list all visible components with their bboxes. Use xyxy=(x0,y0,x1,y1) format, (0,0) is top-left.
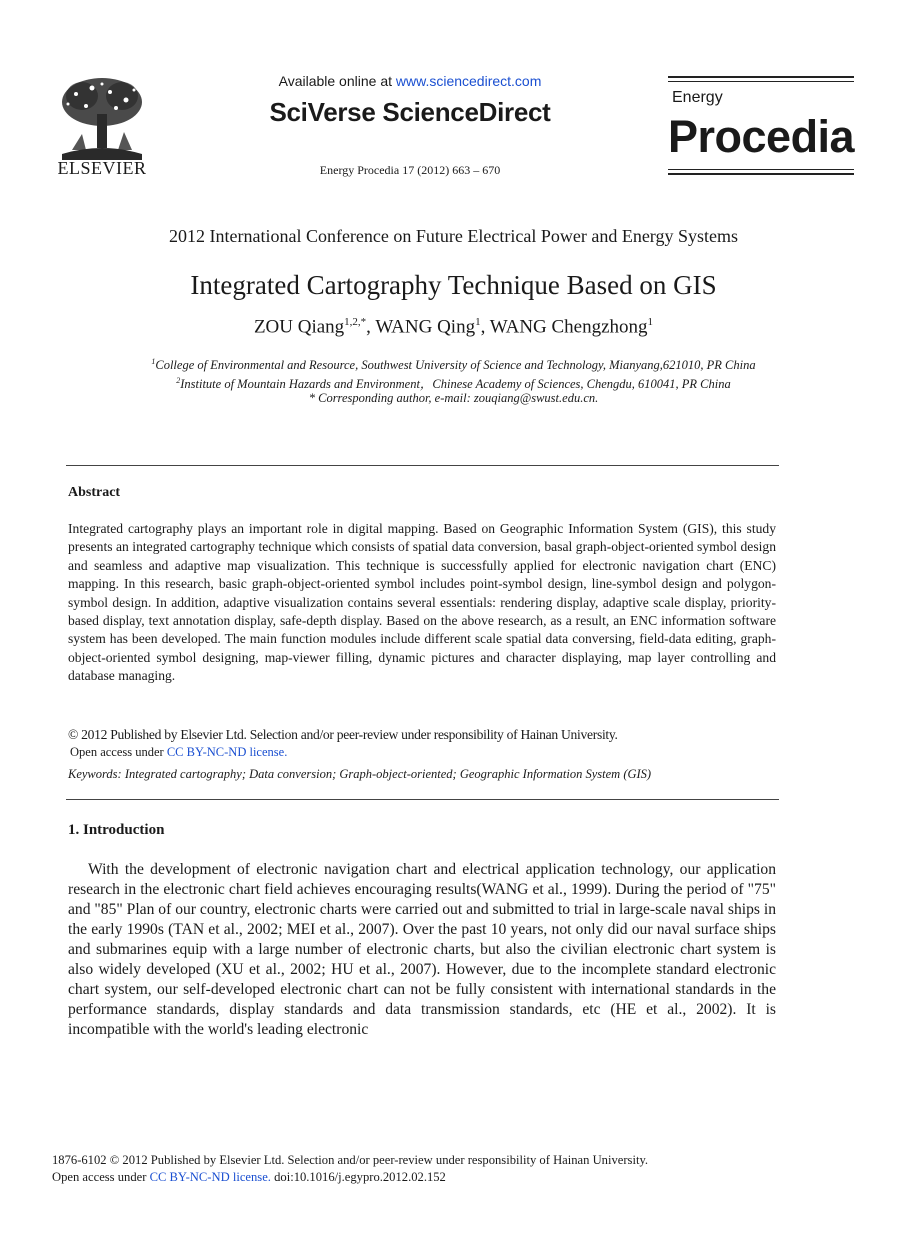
corresponding-author: * Corresponding author, e-mail: zouqiang@swust.edu.cn. xyxy=(308,391,599,405)
author-separator: , xyxy=(480,316,490,338)
affiliation xyxy=(40,357,867,373)
abstract-heading: Abstract xyxy=(68,485,121,500)
sciencedirect-link[interactable]: www.sciencedirect.com xyxy=(395,73,542,89)
author-list xyxy=(40,316,867,338)
affiliation-mark: 1 xyxy=(151,357,156,366)
conference-name: 2012 International Conference on Future Electrical Power and Energy Systems xyxy=(168,226,738,246)
logo-rule xyxy=(668,76,854,78)
footer-doi: doi:10.1016/j.egypro.2012.02.152 xyxy=(270,1170,446,1184)
affiliation-text: Institute of Mountain Hazards and Environment，Chinese Academy of Sciences, Chengdu, 610041, PR China xyxy=(180,377,731,391)
author-name: WANG Qing xyxy=(375,316,476,338)
tree-icon xyxy=(52,74,152,160)
license-link[interactable]: CC BY-NC-ND license. xyxy=(166,745,288,759)
section-heading: 1. Introduction xyxy=(68,822,165,838)
author-affiliation-mark: 1 xyxy=(475,316,481,328)
author-separator: , xyxy=(366,316,376,338)
affiliation xyxy=(40,374,867,392)
publisher-name: ELSEVIER xyxy=(57,158,147,178)
available-online-prefix: Available online at xyxy=(278,73,396,89)
keywords: Keywords: Integrated cartography; Data conversion; Graph-object-oriented; Geographic Information System (GIS) xyxy=(68,767,652,781)
footer-open-access-prefix: Open access under xyxy=(52,1170,150,1184)
available-online-line xyxy=(260,73,560,89)
author-affiliation-mark: 1,2,* xyxy=(344,316,367,328)
platform-name: SciVerse ScienceDirect xyxy=(269,97,551,127)
affiliation-mark: 2 xyxy=(176,375,181,385)
author-name: WANG Chengzhong xyxy=(489,316,648,338)
journal-reference: Energy Procedia 17 (2012) 663 – 670 xyxy=(319,163,501,177)
journal-logo-procedia: Procedia xyxy=(668,111,855,162)
open-access-line xyxy=(70,745,287,760)
affiliation-text: College of Environmental and Resource, Southwest University of Science and Technology, Mianyang,621010, PR China xyxy=(155,358,756,373)
divider xyxy=(66,465,779,466)
logo-rule xyxy=(668,81,854,82)
logo-rule xyxy=(668,173,854,175)
copyright-notice: © 2012 Published by Elsevier Ltd. Selection and/or peer-review under responsibility of Hainan University. xyxy=(68,727,618,742)
paper-title: Integrated Cartography Technique Based on GIS xyxy=(190,270,717,300)
author-affiliation-mark: 1 xyxy=(647,316,654,328)
footer-issn-line: 1876-6102 © 2012 Published by Elsevier Ltd. Selection and/or peer-review under responsibility of Hainan University. xyxy=(52,1153,649,1167)
section-body: With the development of electronic navigation chart and electrical application technology, our application research in the electronic chart field achieves encouraging results(WANG et al., 1999). During the period of "75" and "85" Plan of our country, electronic charts were carried out and submitted to trial in large-scale naval ships in the early 1990s (TAN et al., 2002; MEI et al., 2007). Over the past 10 years, not only did our naval surface ships and submarines equip with a large number of electronic charts, but also the civilian electronic chart system is also widely developed (XU et al., 2002; HU et al., 2007). However, due to the incomplete standard electronic chart system, our self-developed electronic chart can not be fully consistent with international standards in the performance standards, display standards and data transmission standards, etc (HE et al., 2002). It is incompatible with the world's leading electronic xyxy=(68,861,776,1038)
footer-license-link[interactable]: CC BY-NC-ND license. xyxy=(149,1170,271,1184)
footer-license-line xyxy=(52,1170,446,1185)
open-access-prefix: Open access under xyxy=(70,745,167,759)
author-name: ZOU Qiang xyxy=(253,316,345,338)
logo-rule xyxy=(668,169,854,170)
divider xyxy=(66,799,779,800)
journal-logo-energy: Energy xyxy=(672,89,723,106)
abstract-body: Integrated cartography plays an important role in digital mapping. Based on Geographic Information System (GIS), this study presents an integrated cartography technique which consists of spatial data conversion, basal graph-object-oriented symbol design and seamless and adaptive map visualization. This technique is successfully applied for electronic navigation chart (ENC) mapping. In this research, basic graph-object-oriented symbol includes point-symbol design, line-symbol design and polygon-symbol design. In addition, adaptive visualization contains several essentials: rendering display, adaptive scale display, priority-based display, text annotation display, safe-depth display. Based on the above research, as a result, an ENC information software system has been developed. The main function modules include different scale spatial data conversing, field-data editing, graph-object-oriented symbol designing, map-viewer filling, dynamic pictures and character displaying, map layer controlling and database managing. xyxy=(68,521,776,684)
